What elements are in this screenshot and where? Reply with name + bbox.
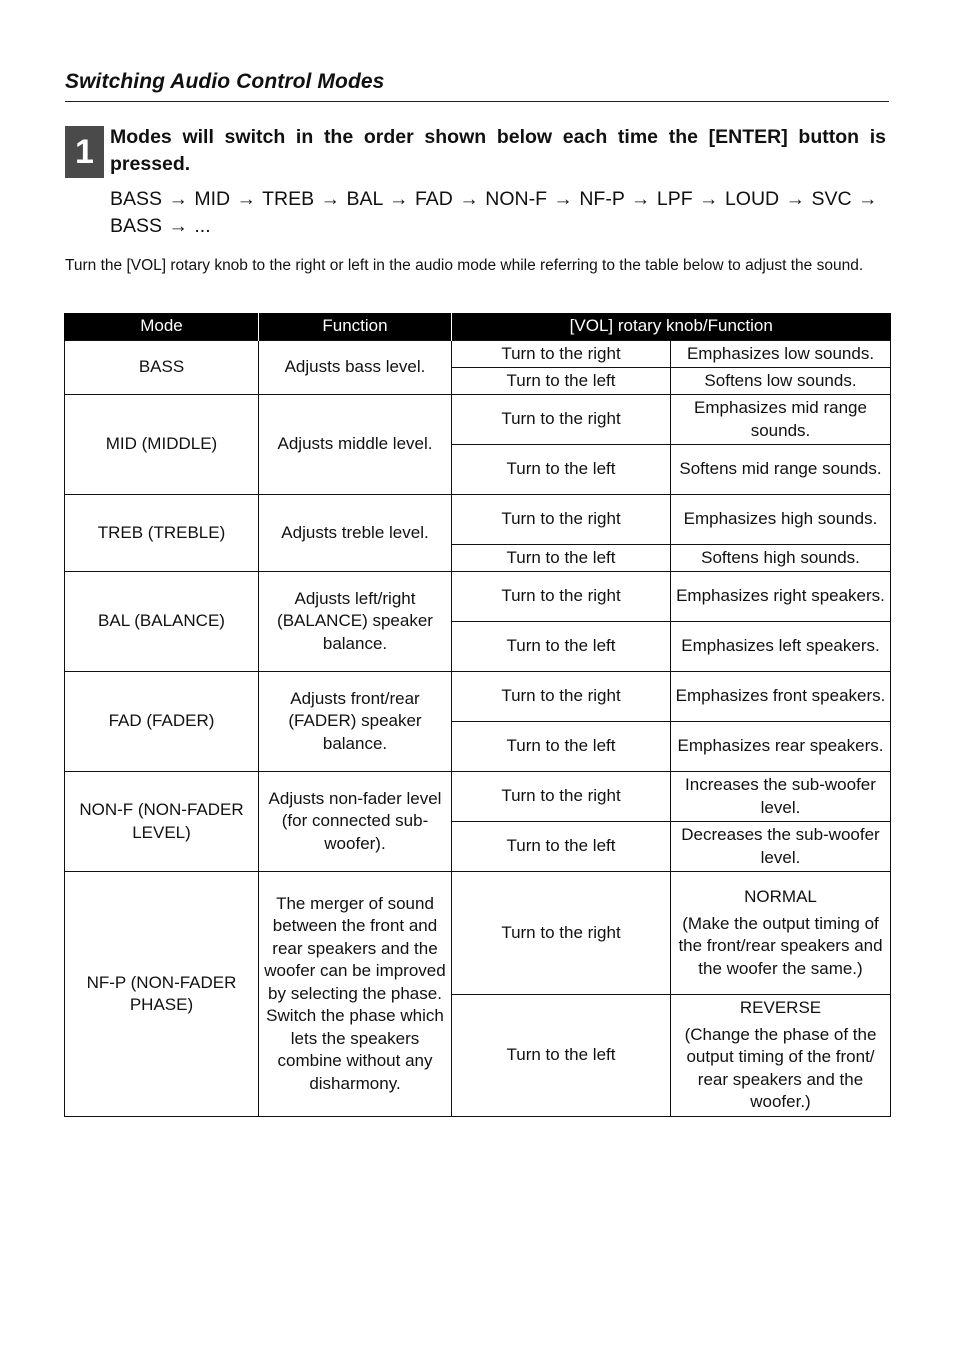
table-header-row [65, 313, 891, 341]
direction-cell: Turn to the right [452, 495, 671, 545]
result-cell [671, 772, 891, 822]
function-cell: Adjusts bass level. [259, 341, 452, 395]
header-mode: Mode [65, 313, 259, 341]
result-cell [671, 872, 891, 995]
direction-cell: Turn to the right [452, 341, 671, 368]
table-row [65, 495, 891, 545]
result-text: Emphasizes front speakers. [675, 686, 886, 706]
function-cell: Adjusts front/rear (FADER) speaker balance. [259, 672, 452, 772]
sequence-mode: LOUD [724, 188, 780, 210]
result-text: Emphasizes left speakers. [681, 636, 880, 656]
result-text: Decreases the sub-woofer level. [681, 825, 880, 867]
arrow-right-icon: → [236, 188, 257, 210]
sequence-mode: TREB [262, 188, 315, 210]
step-instruction: Modes will switch in the order shown below each time the [ENTER] button is pressed. [110, 126, 886, 175]
table-row [65, 672, 891, 722]
mode-cell: BASS [65, 341, 259, 395]
table-row [65, 341, 891, 368]
result-text: Emphasizes low sounds. [686, 343, 875, 363]
direction-cell: Turn to the right [452, 672, 671, 722]
result-text: Emphasizes rear speakers. [677, 736, 884, 756]
step-number-badge: 1 [65, 126, 104, 178]
arrow-right-icon: → [168, 215, 188, 237]
result-text: (Change the phase of the output timing of the front/ rear speakers and the woofer.) [684, 1024, 877, 1112]
mode-cell: BAL (BALANCE) [65, 572, 259, 672]
function-cell: The merger of sound between the front and rear speakers and the woofer can be improved by selecting the phase. Switch the phase which lets the speakers combine without any disharmony. [259, 872, 452, 1117]
result-text: Emphasizes mid range sounds. [694, 398, 867, 440]
arrow-right-icon: → [785, 188, 806, 210]
mode-cell: NON-F (NON-FADER LEVEL) [65, 772, 259, 872]
arrow-right-icon: → [320, 188, 341, 210]
result-heading: REVERSE [739, 998, 822, 1018]
result-cell [671, 368, 891, 395]
sequence-mode: BASS [110, 188, 163, 210]
table-row [65, 395, 891, 445]
mode-cell: FAD (FADER) [65, 672, 259, 772]
direction-cell: Turn to the right [452, 772, 671, 822]
sequence-mode: NF-P [579, 188, 625, 210]
intro-paragraph: Turn the [VOL] rotary knob to the right or left in the audio mode while referring to the table below to adjust the sound. [65, 257, 864, 274]
result-cell [671, 341, 891, 368]
sequence-mode: MID [194, 188, 231, 210]
direction-cell: Turn to the left [452, 622, 671, 672]
table-row [65, 872, 891, 995]
sequence-mode: NON-F [485, 188, 547, 210]
direction-cell: Turn to the left [452, 722, 671, 772]
table-row [65, 772, 891, 822]
arrow-right-icon: → [630, 188, 651, 210]
sequence-mode: BAL [346, 188, 383, 210]
page-title: Switching Audio Control Modes [65, 70, 385, 93]
sequence-mode: BASS [110, 215, 163, 237]
result-cell [671, 622, 891, 672]
result-text: Softens mid range sounds. [679, 459, 882, 479]
mode-cell: NF-P (NON-FADER PHASE) [65, 872, 259, 1117]
result-text: Increases the sub-woofer level. [685, 775, 876, 817]
result-text: (Make the output timing of the front/rear speakers and the woofer the same.) [678, 913, 883, 978]
audio-mode-table [64, 313, 891, 1117]
direction-cell: Turn to the right [452, 395, 671, 445]
direction-cell: Turn to the left [452, 545, 671, 572]
header-function: Function [259, 313, 452, 341]
direction-cell: Turn to the left [452, 995, 671, 1117]
arrow-right-icon: → [553, 188, 573, 210]
direction-cell: Turn to the left [452, 445, 671, 495]
result-cell [671, 395, 891, 445]
result-text: Softens high sounds. [701, 547, 860, 567]
sequence-mode: FAD [414, 188, 453, 210]
sequence-tail: ... [194, 215, 211, 237]
arrow-right-icon: → [168, 188, 188, 210]
title-divider [65, 101, 889, 102]
result-cell [671, 572, 891, 622]
direction-cell: Turn to the right [452, 572, 671, 622]
arrow-right-icon: → [459, 188, 479, 210]
function-cell: Adjusts treble level. [259, 495, 452, 572]
result-text: Emphasizes high sounds. [683, 509, 878, 529]
result-cell [671, 722, 891, 772]
sequence-mode: LPF [656, 188, 693, 210]
header-knob-function: [VOL] rotary knob/Function [452, 313, 891, 341]
result-cell [671, 545, 891, 572]
result-cell [671, 495, 891, 545]
table-row [65, 572, 891, 622]
direction-cell: Turn to the left [452, 368, 671, 395]
result-text: Emphasizes right speakers. [676, 586, 885, 606]
mode-cell: MID (MIDDLE) [65, 395, 259, 495]
mode-sequence [110, 186, 900, 240]
direction-cell: Turn to the left [452, 822, 671, 872]
result-cell [671, 995, 891, 1117]
mode-cell: TREB (TREBLE) [65, 495, 259, 572]
arrow-right-icon: → [699, 188, 719, 210]
function-cell: Adjusts left/right (BALANCE) speaker balance. [259, 572, 452, 672]
result-text: Softens low sounds. [704, 370, 857, 390]
result-heading: NORMAL [744, 887, 817, 906]
result-cell [671, 822, 891, 872]
result-cell [671, 672, 891, 722]
sequence-mode: SVC [811, 188, 852, 210]
result-cell [671, 445, 891, 495]
arrow-right-icon: → [858, 188, 878, 210]
arrow-right-icon: → [389, 188, 409, 210]
function-cell: Adjusts middle level. [259, 395, 452, 495]
function-cell: Adjusts non-fader level (for connected sub-woofer). [259, 772, 452, 872]
direction-cell: Turn to the right [452, 872, 671, 995]
